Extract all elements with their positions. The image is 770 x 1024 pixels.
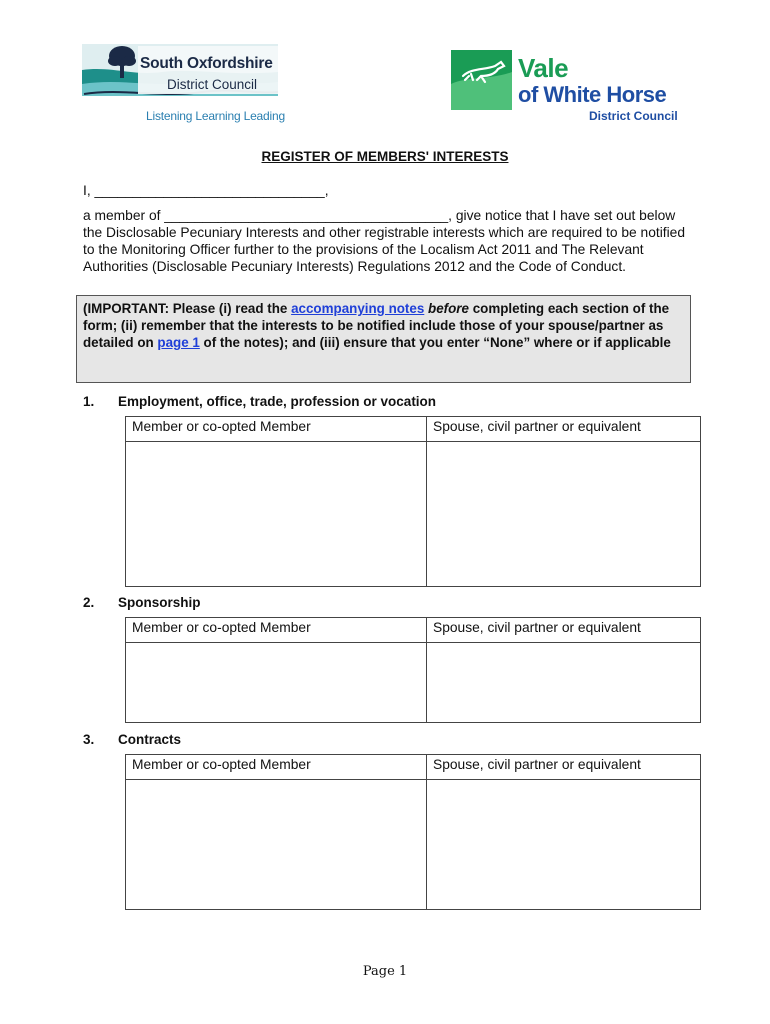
page-number: Page 1: [362, 964, 408, 979]
section-1-member-header: Member or co-opted Member: [126, 417, 427, 442]
accompanying-notes-link[interactable]: accompanying notes: [291, 301, 425, 316]
section-2-spouse-field[interactable]: [427, 643, 701, 723]
section-2-table: [125, 617, 701, 723]
section-1-number: 1.: [83, 394, 95, 409]
section-3-number: 3.: [83, 732, 95, 747]
section-3-spouse-header: Spouse, civil partner or equivalent: [427, 755, 701, 780]
section-1-title: Employment, office, trade, profession or vocation: [118, 394, 437, 409]
notice-text-3: completing each section of the form; (ii) remember that the interests to be notified include those of your spouse/partner as detailed on: [83, 301, 670, 350]
name-line: I, ______________________________,: [83, 183, 329, 198]
intro-paragraph: a member of _____________________________________, give notice that I have set out below the Disclosable Pecuniary Interests and other registrable interests which are required to be notified to the Monitoring Officer further to the provisions of the Localism Act 2011 and The Relevant Authorities (Disclosable Pecuniary Interests) Regulations 2012 and the Code of Conduct.: [83, 208, 686, 274]
south-oxfordshire-name: South Oxfordshire: [140, 55, 273, 72]
section-3-member-header: Member or co-opted Member: [126, 755, 427, 780]
section-1-spouse-field[interactable]: [427, 442, 701, 587]
section-2-number: 2.: [83, 595, 95, 610]
vale-logo-line1: Vale: [518, 53, 569, 83]
section-1-table: [125, 416, 701, 587]
section-3-title: Contracts: [118, 732, 182, 747]
section-1-member-field[interactable]: [126, 442, 427, 587]
notice-emphasis: before: [428, 301, 469, 316]
page-title: REGISTER OF MEMBERS' INTERESTS: [261, 149, 509, 164]
section-2-member-field[interactable]: [126, 643, 427, 723]
section-3-table: [125, 754, 701, 910]
section-3-spouse-field[interactable]: [427, 780, 701, 910]
south-oxfordshire-tagline: Listening Learning Leading: [146, 109, 285, 123]
vale-logo-line3: District Council: [589, 109, 678, 123]
important-notice: [76, 295, 691, 383]
section-2-member-header: Member or co-opted Member: [126, 618, 427, 643]
south-oxfordshire-council: District Council: [167, 77, 258, 92]
section-3-member-field[interactable]: [126, 780, 427, 910]
vale-logo-line2: of White Horse: [518, 82, 667, 107]
section-2-title: Sponsorship: [118, 595, 201, 610]
section-1-spouse-header: Spouse, civil partner or equivalent: [427, 417, 701, 442]
white-horse-icon: [451, 50, 512, 110]
notice-text-1: (IMPORTANT: Please (i) read the: [83, 301, 292, 316]
page-1-link[interactable]: page 1: [157, 335, 200, 350]
section-2-spouse-header: Spouse, civil partner or equivalent: [427, 618, 701, 643]
notice-text-4: of the notes); and (iii) ensure that you enter “None” where or if applicable: [199, 335, 671, 350]
